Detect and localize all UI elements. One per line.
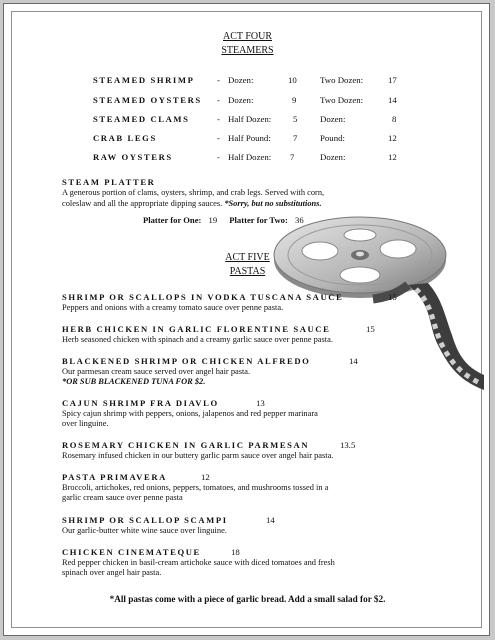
- qty-label-2: Dozen:: [320, 114, 346, 124]
- item-desc: Red pepper chicken in basil-cream artichoke sauce with diced tomatoes and fresh: [62, 558, 335, 567]
- qty-label-2: Two Dozen:: [320, 75, 364, 85]
- qty-label-1: Dozen:: [228, 95, 254, 105]
- item-name: SHRIMP OR SCALLOP SCAMPI: [62, 515, 228, 525]
- footer-note: *All pastas come with a piece of garlic bread. Add a small salad for $2.: [109, 594, 386, 604]
- price-2: 14: [388, 95, 397, 105]
- item-name: CAJUN SHRIMP FRA DIAVLO: [62, 398, 219, 408]
- item-price: 15: [366, 324, 375, 334]
- item-desc: Spicy cajun shrimp with peppers, onions, jalapenos and red pepper marinara: [62, 409, 318, 418]
- price-1: 5: [293, 114, 298, 124]
- item-name: CRAB LEGS: [93, 133, 157, 143]
- item-note: *OR SUB BLACKENED TUNA FOR $2.: [62, 377, 206, 386]
- act-five-title: ACT FIVE: [225, 252, 270, 263]
- qty-label-2: Dozen:: [320, 152, 346, 162]
- platter-two-price: 36: [295, 215, 304, 225]
- price-1: 7: [293, 133, 298, 143]
- item-name: STEAMED SHRIMP: [93, 75, 195, 85]
- price-2: 8: [392, 114, 397, 124]
- qty-label-1: Half Dozen:: [228, 114, 272, 124]
- item-desc: spinach over angel hair pasta.: [62, 568, 162, 577]
- item-dash: -: [217, 133, 220, 143]
- item-price: 14: [266, 515, 275, 525]
- item-name: CHICKEN CINEMATEQUE: [62, 547, 201, 557]
- item-desc: Broccoli, artichokes, red onions, peppers, tomatoes, and mushrooms tossed in a: [62, 483, 329, 492]
- platter-name: STEAM PLATTER: [62, 177, 156, 187]
- item-price: 15: [388, 292, 397, 302]
- act-five-subtitle: PASTAS: [229, 266, 266, 277]
- item-price: 12: [201, 472, 210, 482]
- platter-one-price: 19: [208, 215, 218, 225]
- price-2: 12: [388, 152, 397, 162]
- item-name: STEAMED CLAMS: [93, 114, 190, 124]
- item-desc: garlic cream sauce over penne pasta: [62, 493, 183, 502]
- act-four-title: ACT FOUR: [223, 31, 272, 42]
- qty-label-1: Dozen:: [228, 75, 254, 85]
- item-dash: -: [217, 152, 220, 162]
- qty-label-1: Half Dozen:: [228, 152, 272, 162]
- price-1: 7: [290, 152, 295, 162]
- item-name: SHRIMP OR SCALLOPS IN VODKA TUSCANA SAUCE: [62, 292, 344, 302]
- item-price: 13: [256, 398, 265, 408]
- item-desc: Herb seasoned chicken with spinach and a creamy garlic sauce over penne pasta.: [62, 335, 333, 344]
- item-name: BLACKENED SHRIMP OR CHICKEN ALFREDO: [62, 356, 311, 366]
- qty-label-1: Half Pound:: [228, 133, 271, 143]
- item-name: HERB CHICKEN IN GARLIC FLORENTINE SAUCE: [62, 324, 331, 334]
- platter-one-label: Platter for One:: [143, 215, 202, 225]
- item-name: RAW OYSTERS: [93, 152, 173, 162]
- platter-desc-line-1: A generous portion of clams, oysters, shrimp, and crab legs. Served with corn,: [62, 188, 325, 197]
- platter-desc-line-2: [62, 199, 322, 209]
- film-reel-icon: [258, 215, 490, 395]
- price-1: 9: [292, 95, 297, 105]
- item-price: 14: [349, 356, 358, 366]
- item-desc: Peppers and onions with a creamy tomato sauce over penne pasta.: [62, 303, 284, 312]
- item-name: ROSEMARY CHICKEN IN GARLIC PARMESAN: [62, 440, 310, 450]
- item-price: 18: [231, 547, 240, 557]
- item-desc: over linguine.: [62, 419, 109, 428]
- item-desc: Our parmesan cream sauce served over angel hair pasta.: [62, 367, 251, 376]
- item-name: PASTA PRIMAVERA: [62, 472, 167, 482]
- price-2: 17: [388, 75, 397, 85]
- platter-desc-text: coleslaw and all the appropriate dipping sauces.: [62, 199, 223, 208]
- qty-label-2: Two Dozen:: [320, 95, 364, 105]
- platter-two-label: Platter for Two:: [229, 215, 288, 225]
- platter-note: *Sorry, but no substitutions.: [224, 199, 322, 208]
- item-dash: -: [217, 95, 220, 105]
- price-2: 12: [388, 133, 397, 143]
- item-name: STEAMED OYSTERS: [93, 95, 202, 105]
- item-desc: Our garlic-butter white wine sauce over linguine.: [62, 526, 227, 535]
- item-dash: -: [217, 114, 220, 124]
- price-1: 10: [288, 75, 297, 85]
- act-four-subtitle: STEAMERS: [221, 45, 274, 56]
- item-price: 13.5: [340, 440, 356, 450]
- qty-label-2: Pound:: [320, 133, 345, 143]
- item-desc: Rosemary infused chicken in our buttery garlic parm sauce over angel hair pasta.: [62, 451, 334, 460]
- item-dash: -: [217, 75, 220, 85]
